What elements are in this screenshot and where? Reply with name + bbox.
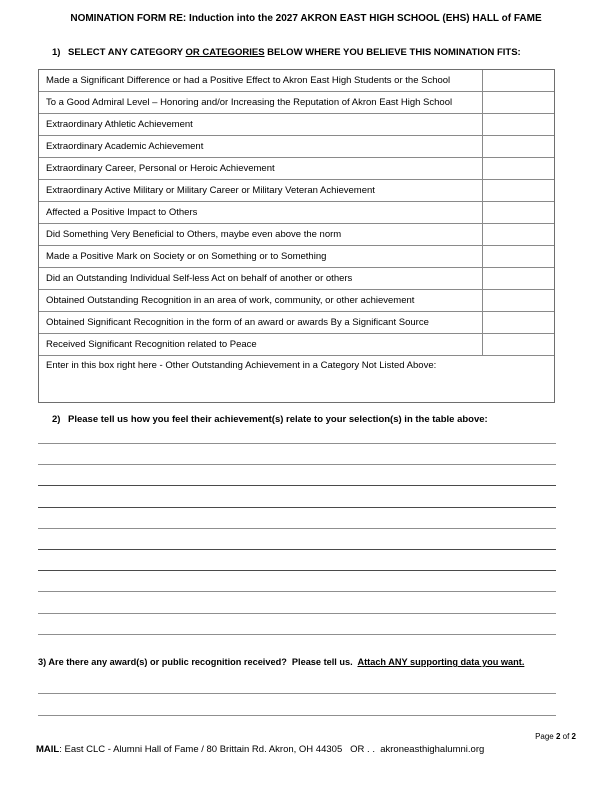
answer-line[interactable] (38, 549, 556, 550)
question1-label-pre: SELECT ANY CATEGORY (68, 47, 186, 58)
category-label: Did Something Very Beneficial to Others, maybe even above the norm (46, 229, 342, 240)
category-label: Extraordinary Academic Achievement (46, 141, 204, 152)
answer-line[interactable] (38, 693, 556, 694)
answer-line[interactable] (38, 570, 556, 571)
category-checkbox-cell[interactable] (482, 158, 554, 179)
category-label: Received Significant Recognition related to Peace (46, 339, 257, 350)
question3-label-underlined: Attach ANY supporting data you want. (357, 657, 525, 667)
category-checkbox-cell[interactable] (482, 92, 554, 113)
category-label: Did an Outstanding Individual Self-less Act on behalf of another or others (46, 273, 353, 284)
category-row (39, 290, 554, 312)
category-checkbox-cell[interactable] (482, 180, 554, 201)
answer-line[interactable] (38, 528, 556, 529)
category-label: Affected a Positive Impact to Others (46, 207, 198, 218)
page-number (535, 732, 576, 741)
category-row (39, 334, 554, 356)
page-number-of: of (560, 732, 572, 741)
question1 (52, 47, 521, 58)
category-row (39, 180, 554, 202)
category-checkbox-cell[interactable] (482, 312, 554, 333)
category-label: Made a Significant Difference or had a Positive Effect to Akron East High Students or the School (46, 75, 451, 86)
category-checkbox-cell[interactable] (482, 224, 554, 245)
question2 (52, 414, 488, 425)
question1-label-underlined: OR CATEGORIES (185, 47, 265, 58)
mail-address (36, 744, 484, 755)
question1-label-post: BELOW WHERE YOU BELIEVE THIS NOMINATION FITS: (264, 47, 521, 58)
category-row (39, 136, 554, 158)
answer-line[interactable] (38, 507, 556, 508)
page-number-current: 2 (555, 732, 561, 741)
category-checkbox-cell[interactable] (482, 334, 554, 355)
category-table (38, 69, 555, 403)
question3-label (38, 657, 524, 667)
category-row (39, 114, 554, 136)
page-number-prefix: Page (535, 732, 556, 741)
category-label: Extraordinary Active Military or Military Career or Military Veteran Achievement (46, 185, 375, 196)
category-label: Extraordinary Athletic Achievement (46, 119, 193, 130)
answer-line[interactable] (38, 443, 556, 444)
category-label: Made a Positive Mark on Society or on Something or to Something (46, 251, 327, 262)
question1-number: 1) (52, 47, 61, 58)
category-checkbox-cell[interactable] (482, 114, 554, 135)
category-checkbox-cell[interactable] (482, 70, 554, 91)
other-category-row[interactable]: Enter in this box right here - Other Outstanding Achievement in a Category Not Listed Above: (46, 360, 437, 371)
category-row (39, 246, 554, 268)
category-row (39, 92, 554, 114)
category-table-body (39, 70, 554, 356)
category-checkbox-cell[interactable] (482, 290, 554, 311)
mail-address-rest: : East CLC - Alumni Hall of Fame / 80 Brittain Rd. Akron, OH 44305 OR . . akroneasthighalumni.org (59, 744, 485, 755)
category-checkbox-cell[interactable] (482, 246, 554, 267)
category-label: Extraordinary Career, Personal or Heroic Achievement (46, 163, 275, 174)
question3-answer-lines (38, 693, 556, 737)
page-title: NOMINATION FORM RE: Induction into the 2027 AKRON EAST HIGH SCHOOL (EHS) HALL of FAME (70, 13, 542, 24)
category-row (39, 312, 554, 334)
page-number-total: 2 (571, 732, 576, 741)
category-checkbox-cell[interactable] (482, 268, 554, 289)
category-label: To a Good Admiral Level – Honoring and/or Increasing the Reputation of Akron East High School (46, 97, 453, 108)
category-row (39, 70, 554, 92)
category-row (39, 202, 554, 224)
category-checkbox-cell[interactable] (482, 202, 554, 223)
answer-line[interactable] (38, 464, 556, 465)
category-label: Obtained Significant Recognition in the form of an award or awards By a Significant Source (46, 317, 429, 328)
category-row (39, 268, 554, 290)
answer-line[interactable] (38, 715, 556, 716)
answer-line[interactable] (38, 634, 556, 635)
question1-label (68, 47, 521, 58)
answer-line[interactable] (38, 613, 556, 614)
answer-line[interactable] (38, 485, 556, 486)
question3-label-pre: 3) Are there any award(s) or public recognition received? Please tell us. (38, 657, 358, 667)
question2-answer-lines (38, 443, 556, 655)
category-checkbox-cell[interactable] (482, 136, 554, 157)
answer-line[interactable] (38, 591, 556, 592)
mail-address-bold: MAIL (36, 744, 60, 755)
category-row (39, 158, 554, 180)
category-label: Obtained Outstanding Recognition in an area of work, community, or other achievement (46, 295, 415, 306)
question2-number: 2) (52, 414, 61, 425)
question2-label: Please tell us how you feel their achievement(s) relate to your selection(s) in the table above: (68, 414, 488, 425)
category-row (39, 224, 554, 246)
